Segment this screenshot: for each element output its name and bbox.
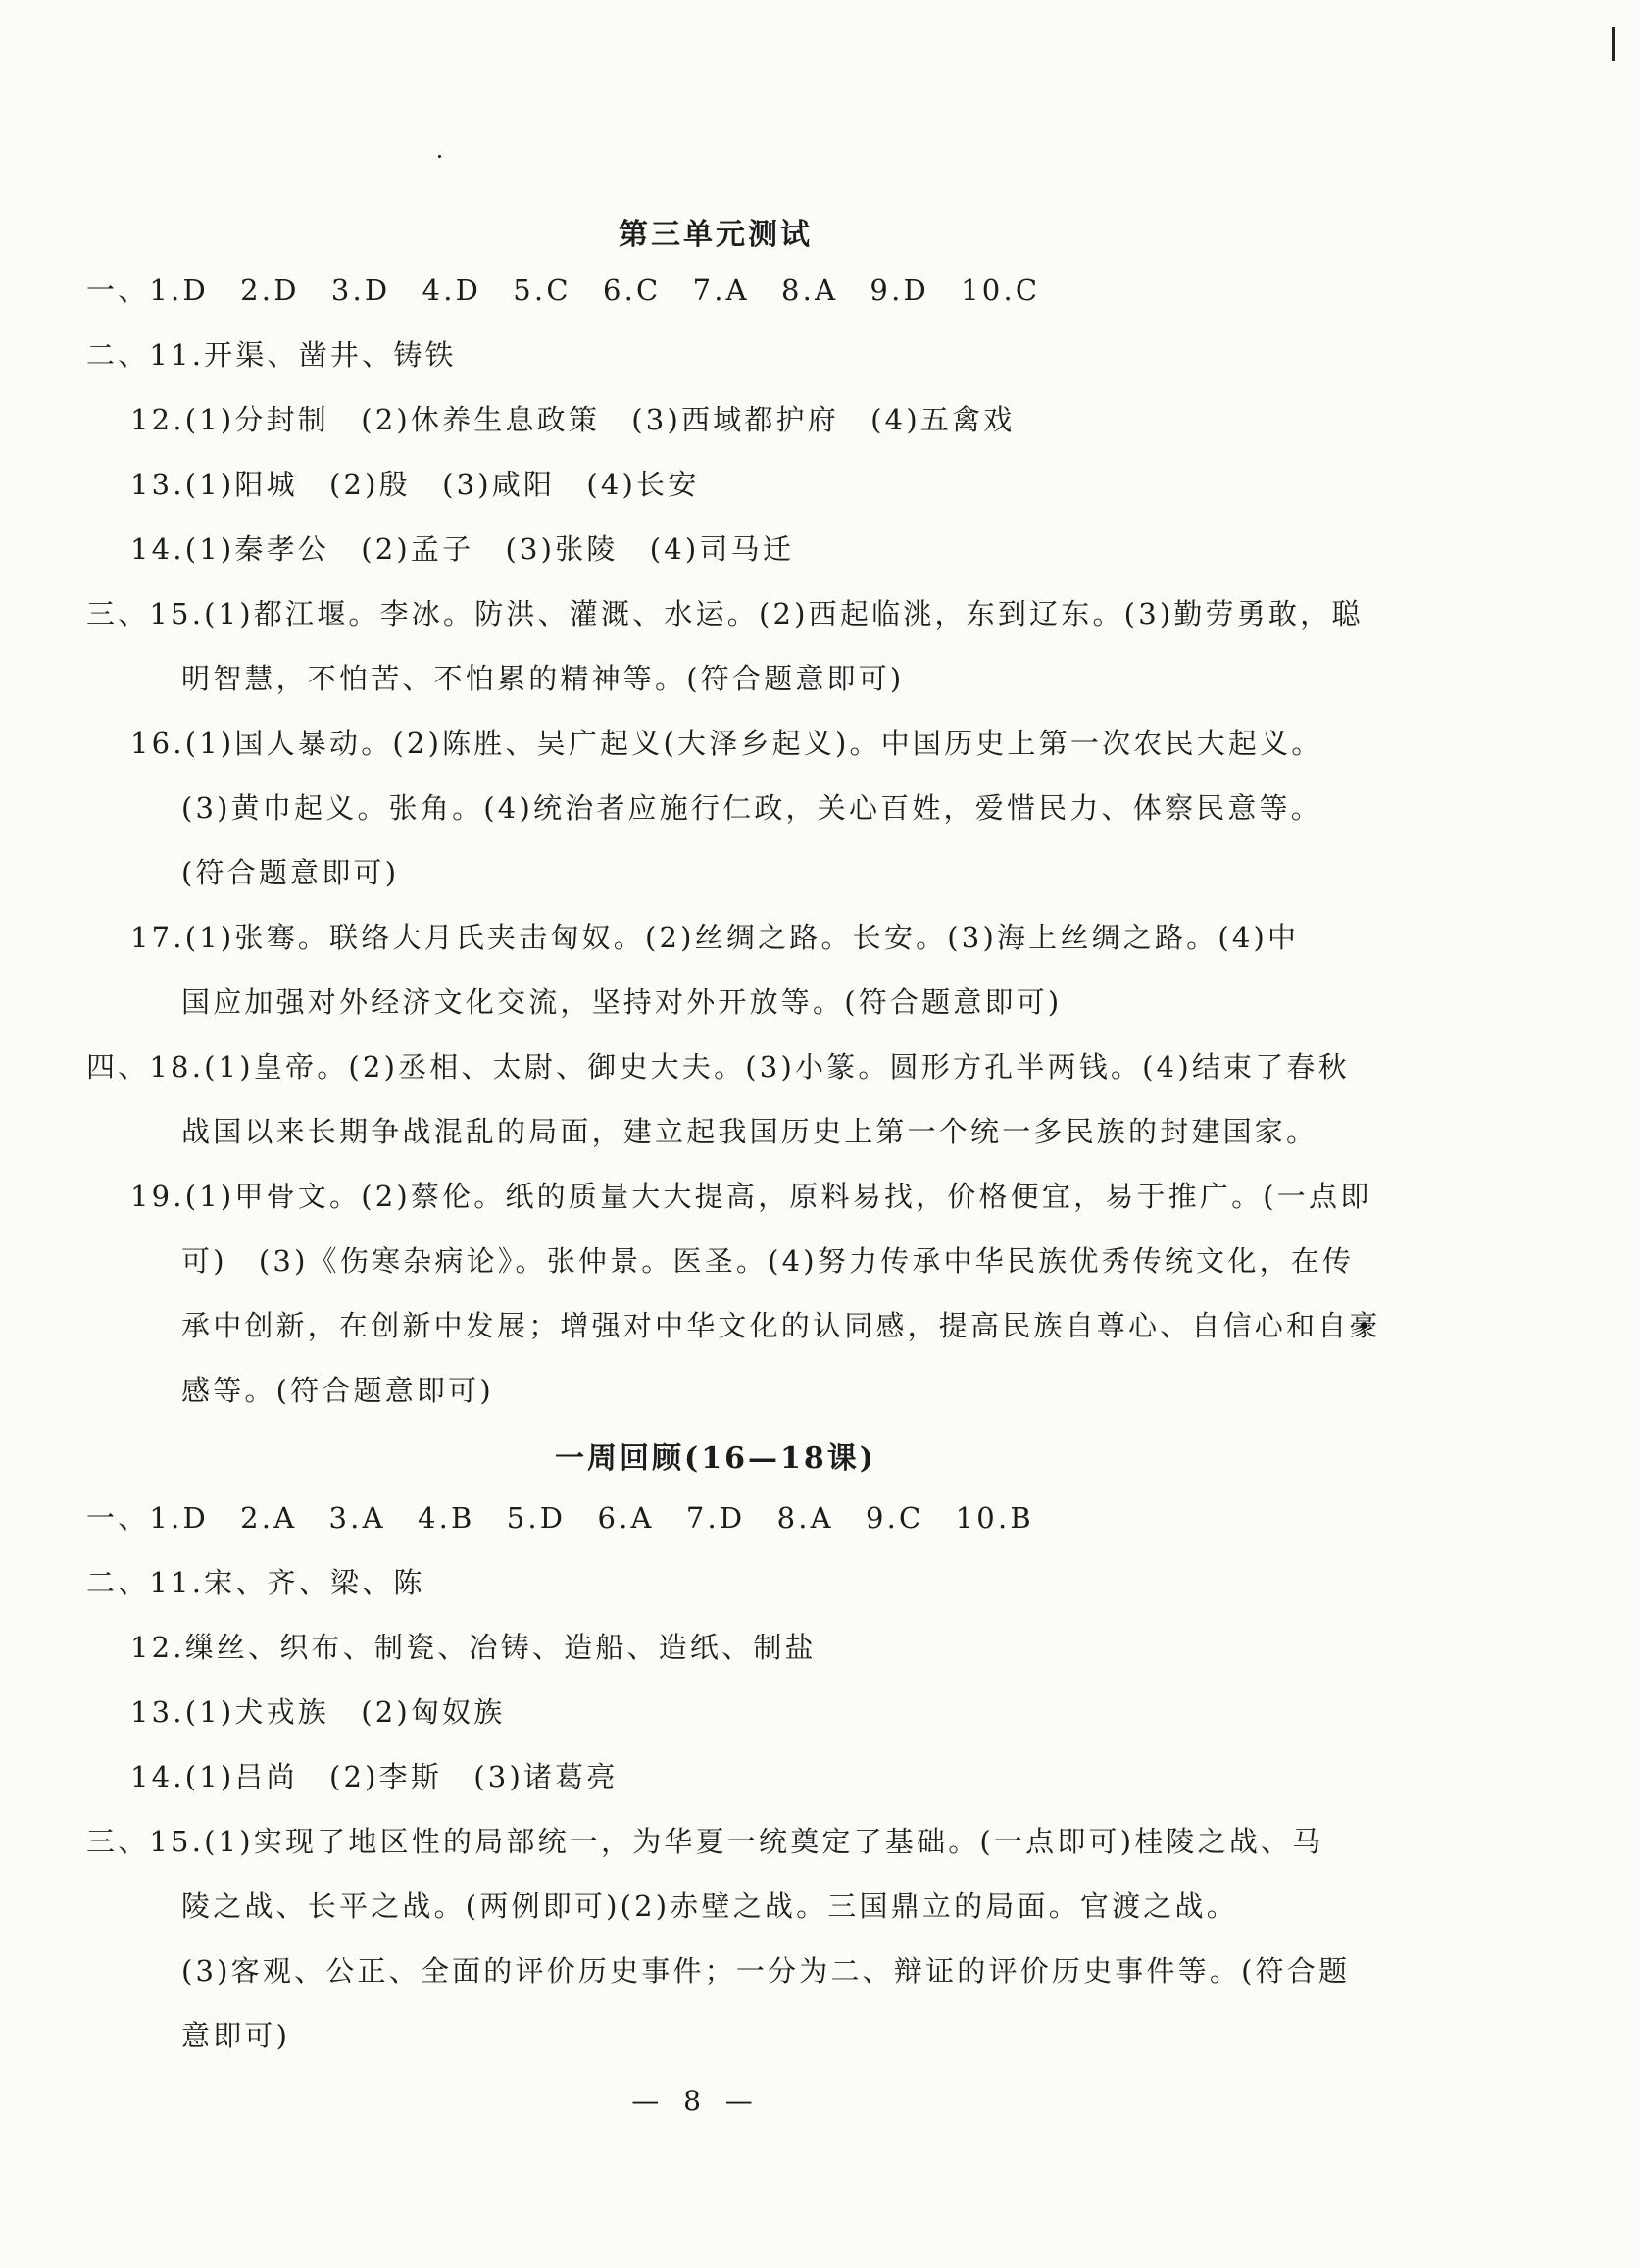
answer-line: 感等。(符合题意即可) — [181, 1374, 494, 1407]
answer-line: 14.(1)秦孝公 (2)孟子 (3)张陵 (4)司马迁 — [130, 532, 795, 566]
answer-line: 战国以来长期争战混乱的局面，建立起我国历史上第一个统一多民族的封建国家。 — [181, 1115, 1318, 1148]
answer-line: 意即可) — [181, 2019, 291, 2052]
answer-line: 12.(1)分封制 (2)休养生息政策 (3)西域都护府 (4)五禽戏 — [130, 403, 1016, 436]
answer-line: 承中创新，在创新中发展；增强对中华文化的认同感，提高民族自尊心、自信心和自豪 — [181, 1309, 1381, 1342]
answer-line: 明智慧，不怕苦、不怕累的精神等。(符合题意即可) — [181, 662, 905, 695]
scan-edge-mark — [1612, 27, 1615, 61]
answer-line: 陵之战、长平之战。(两例即可)(2)赤壁之战。三国鼎立的局面。官渡之战。 — [181, 1890, 1238, 1923]
scan-speck — [438, 155, 441, 158]
answer-line: 19.(1)甲骨文。(2)蔡伦。纸的质量大大提高，原料易找，价格便宜，易于推广。(一点即 — [130, 1180, 1372, 1213]
answer-line: 三、15.(1)实现了地区性的局部统一，为华夏一统奠定了基础。(一点即可)桂陵之战、马 — [86, 1825, 1324, 1858]
answer-line: 13.(1)犬戎族 (2)匈奴族 — [130, 1695, 506, 1729]
answer-line: 三、15.(1)都江堰。李冰。防洪、灌溉、水运。(2)西起临洮，东到辽东。(3)勤劳勇敢，聪 — [86, 597, 1364, 630]
answer-line: 12.缫丝、织布、制瓷、冶铸、造船、造纸、制盐 — [130, 1631, 817, 1664]
answer-line: 一、1.D 2.D 3.D 4.D 5.C 6.C 7.A 8.A 9.D 10.C — [86, 274, 1041, 307]
answer-line: 17.(1)张骞。联络大月氏夹击匈奴。(2)丝绸之路。长安。(3)海上丝绸之路。(4)中 — [130, 921, 1300, 954]
answer-line: 14.(1)吕尚 (2)李斯 (3)诸葛亮 — [130, 1760, 619, 1793]
page-number: — 8 — — [631, 2085, 761, 2117]
answer-line: 二、11.宋、齐、梁、陈 — [86, 1566, 425, 1599]
answer-line: 13.(1)阳城 (2)殷 (3)咸阳 (4)长安 — [130, 468, 700, 501]
answer-line: 可) (3)《伤寒杂病论》。张仲景。医圣。(4)努力传承中华民族优秀传统文化，在传 — [181, 1244, 1355, 1278]
answer-line: (3)客观、公正、全面的评价历史事件；一分为二、辩证的评价历史事件等。(符合题 — [181, 1954, 1351, 1988]
section-title: 第三单元测试 — [619, 218, 813, 252]
answer-line: 二、11.开渠、凿井、铸铁 — [86, 338, 457, 372]
answer-line: 国应加强对外经济文化交流，坚持对外开放等。(符合题意即可) — [181, 985, 1063, 1019]
section-title: 一周回顾(16—18课) — [555, 1441, 876, 1476]
answer-line: (3)黄巾起义。张角。(4)统治者应施行仁政，关心百姓，爱惜民力、体察民意等。 — [181, 791, 1322, 825]
answer-line: 16.(1)国人暴动。(2)陈胜、吴广起义(大泽乡起义)。中国历史上第一次农民大起义。 — [130, 727, 1323, 760]
answer-line: 四、18.(1)皇帝。(2)丞相、太尉、御史大夫。(3)小篆。圆形方孔半两钱。(4)结束了春秋 — [86, 1050, 1350, 1084]
answer-line: 一、1.D 2.A 3.A 4.B 5.D 6.A 7.D 8.A 9.C 10.B — [86, 1501, 1034, 1535]
answer-line: (符合题意即可) — [181, 856, 400, 889]
